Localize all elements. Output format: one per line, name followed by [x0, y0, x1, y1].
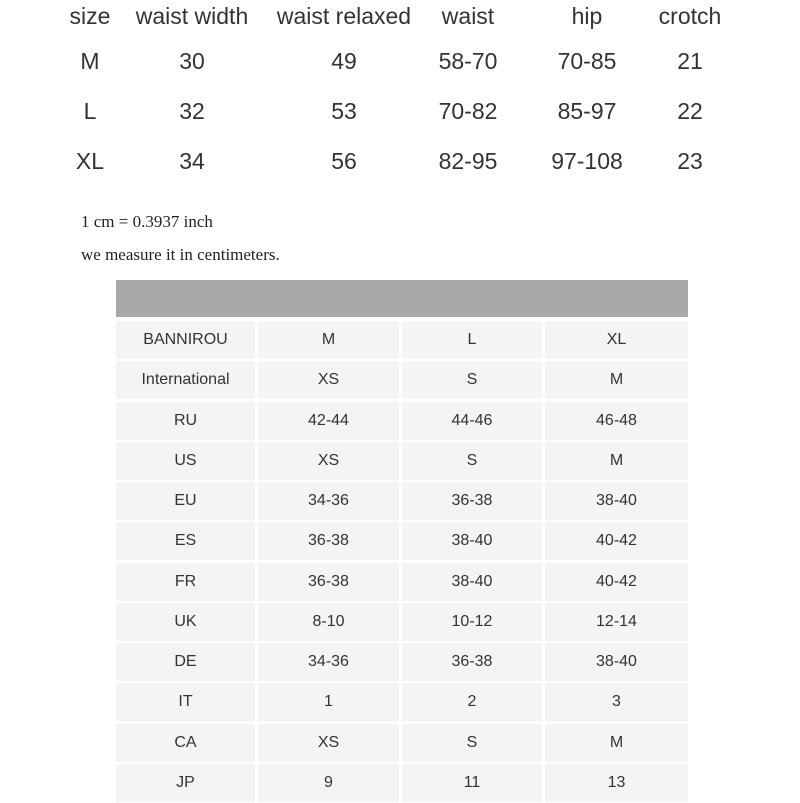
conversion-size-cell: L [402, 321, 542, 359]
conversion-size-cell: S [402, 442, 542, 480]
conversion-size-cell: S [402, 724, 542, 762]
conversion-table-row [116, 642, 688, 682]
conversion-size-cell: XL [545, 321, 688, 359]
conversion-region-label: ES [116, 522, 255, 560]
size-table-cell: 82-95 [438, 148, 498, 174]
conversion-region-label: UK [116, 603, 255, 641]
size-table-row [0, 83, 800, 133]
conversion-table-row [116, 602, 688, 642]
conversion-region-label: RU [116, 402, 255, 440]
size-table-row [0, 33, 800, 83]
measurement-unit-note: we measure it in centimeters. [81, 245, 280, 264]
size-table-cell: 56 [331, 148, 357, 174]
conversion-size-cell: 38-40 [545, 482, 688, 520]
conversion-size-cell: 2 [402, 683, 542, 721]
conversion-region-label: DE [116, 643, 255, 681]
size-table-cell: 22 [677, 98, 703, 124]
size-table-cell: 34 [179, 148, 205, 174]
size-conversion-table [116, 280, 688, 800]
size-table-cell: 97-108 [551, 148, 623, 174]
size-table-cell: L [83, 98, 97, 124]
conversion-table-header-bar [116, 280, 688, 317]
conversion-size-cell: S [402, 361, 542, 399]
size-table-header-cell: waist width [135, 3, 249, 29]
size-table-cell: XL [75, 148, 105, 174]
size-table-cell: 21 [677, 48, 703, 74]
conversion-size-cell: 11 [402, 764, 542, 802]
size-measurement-table [0, 0, 800, 183]
conversion-table-row [116, 481, 688, 521]
size-table-cell: 85-97 [557, 98, 617, 124]
conversion-table-row [116, 441, 688, 481]
conversion-table-row [116, 320, 688, 360]
conversion-size-cell: XS [258, 724, 399, 762]
size-table-header-cell: waist relaxed [276, 3, 412, 29]
conversion-size-cell: 3 [545, 683, 688, 721]
conversion-region-label: CA [116, 724, 255, 762]
unit-conversion-note: 1 cm = 0.3937 inch [81, 212, 213, 231]
conversion-size-cell: 42-44 [258, 402, 399, 440]
size-table-header-cell: size [69, 3, 111, 29]
conversion-table-row [116, 360, 688, 400]
conversion-region-label: EU [116, 482, 255, 520]
conversion-size-cell: 36-38 [402, 482, 542, 520]
conversion-size-cell: 38-40 [545, 643, 688, 681]
conversion-table-row [116, 521, 688, 561]
conversion-size-cell: M [258, 321, 399, 359]
conversion-size-cell: 8-10 [258, 603, 399, 641]
conversion-size-cell: 13 [545, 764, 688, 802]
conversion-size-cell: 40-42 [545, 522, 688, 560]
conversion-size-cell: 38-40 [402, 522, 542, 560]
conversion-table-row [116, 401, 688, 441]
conversion-region-label: IT [116, 683, 255, 721]
size-table-cell: 23 [677, 148, 703, 174]
conversion-size-cell: 44-46 [402, 402, 542, 440]
conversion-size-cell: 12-14 [545, 603, 688, 641]
conversion-size-cell: M [545, 724, 688, 762]
conversion-size-cell: M [545, 361, 688, 399]
conversion-size-cell: 1 [258, 683, 399, 721]
conversion-size-cell: 46-48 [545, 402, 688, 440]
size-table-cell: 53 [331, 98, 357, 124]
size-table-cell: 32 [179, 98, 205, 124]
size-table-header-row [0, 0, 800, 33]
conversion-region-label: BANNIROU [116, 321, 255, 359]
size-table-cell: M [80, 48, 100, 74]
conversion-region-label: US [116, 442, 255, 480]
conversion-region-label: JP [116, 764, 255, 802]
conversion-size-cell: 38-40 [402, 563, 542, 601]
conversion-table-row [116, 763, 688, 803]
size-table-header-cell: waist [441, 3, 495, 29]
size-table-header-cell: hip [571, 3, 603, 29]
size-table-cell: 70-82 [438, 98, 498, 124]
conversion-size-cell: 36-38 [258, 563, 399, 601]
conversion-size-cell: 36-38 [402, 643, 542, 681]
conversion-size-cell: 10-12 [402, 603, 542, 641]
size-table-cell: 58-70 [438, 48, 498, 74]
conversion-size-cell: 34-36 [258, 482, 399, 520]
conversion-table-row [116, 723, 688, 763]
conversion-size-cell: 34-36 [258, 643, 399, 681]
conversion-size-cell: 36-38 [258, 522, 399, 560]
conversion-table-row [116, 562, 688, 602]
conversion-size-cell: XS [258, 361, 399, 399]
conversion-size-cell: M [545, 442, 688, 480]
conversion-size-cell: XS [258, 442, 399, 480]
size-table-header-cell: crotch [658, 3, 722, 29]
size-table-row [0, 133, 800, 183]
size-table-cell: 49 [331, 48, 357, 74]
size-table-cell: 70-85 [557, 48, 617, 74]
conversion-region-label: International [116, 361, 255, 399]
conversion-table-row [116, 682, 688, 722]
conversion-size-cell: 40-42 [545, 563, 688, 601]
conversion-region-label: FR [116, 563, 255, 601]
size-table-cell: 30 [179, 48, 205, 74]
conversion-size-cell: 9 [258, 764, 399, 802]
